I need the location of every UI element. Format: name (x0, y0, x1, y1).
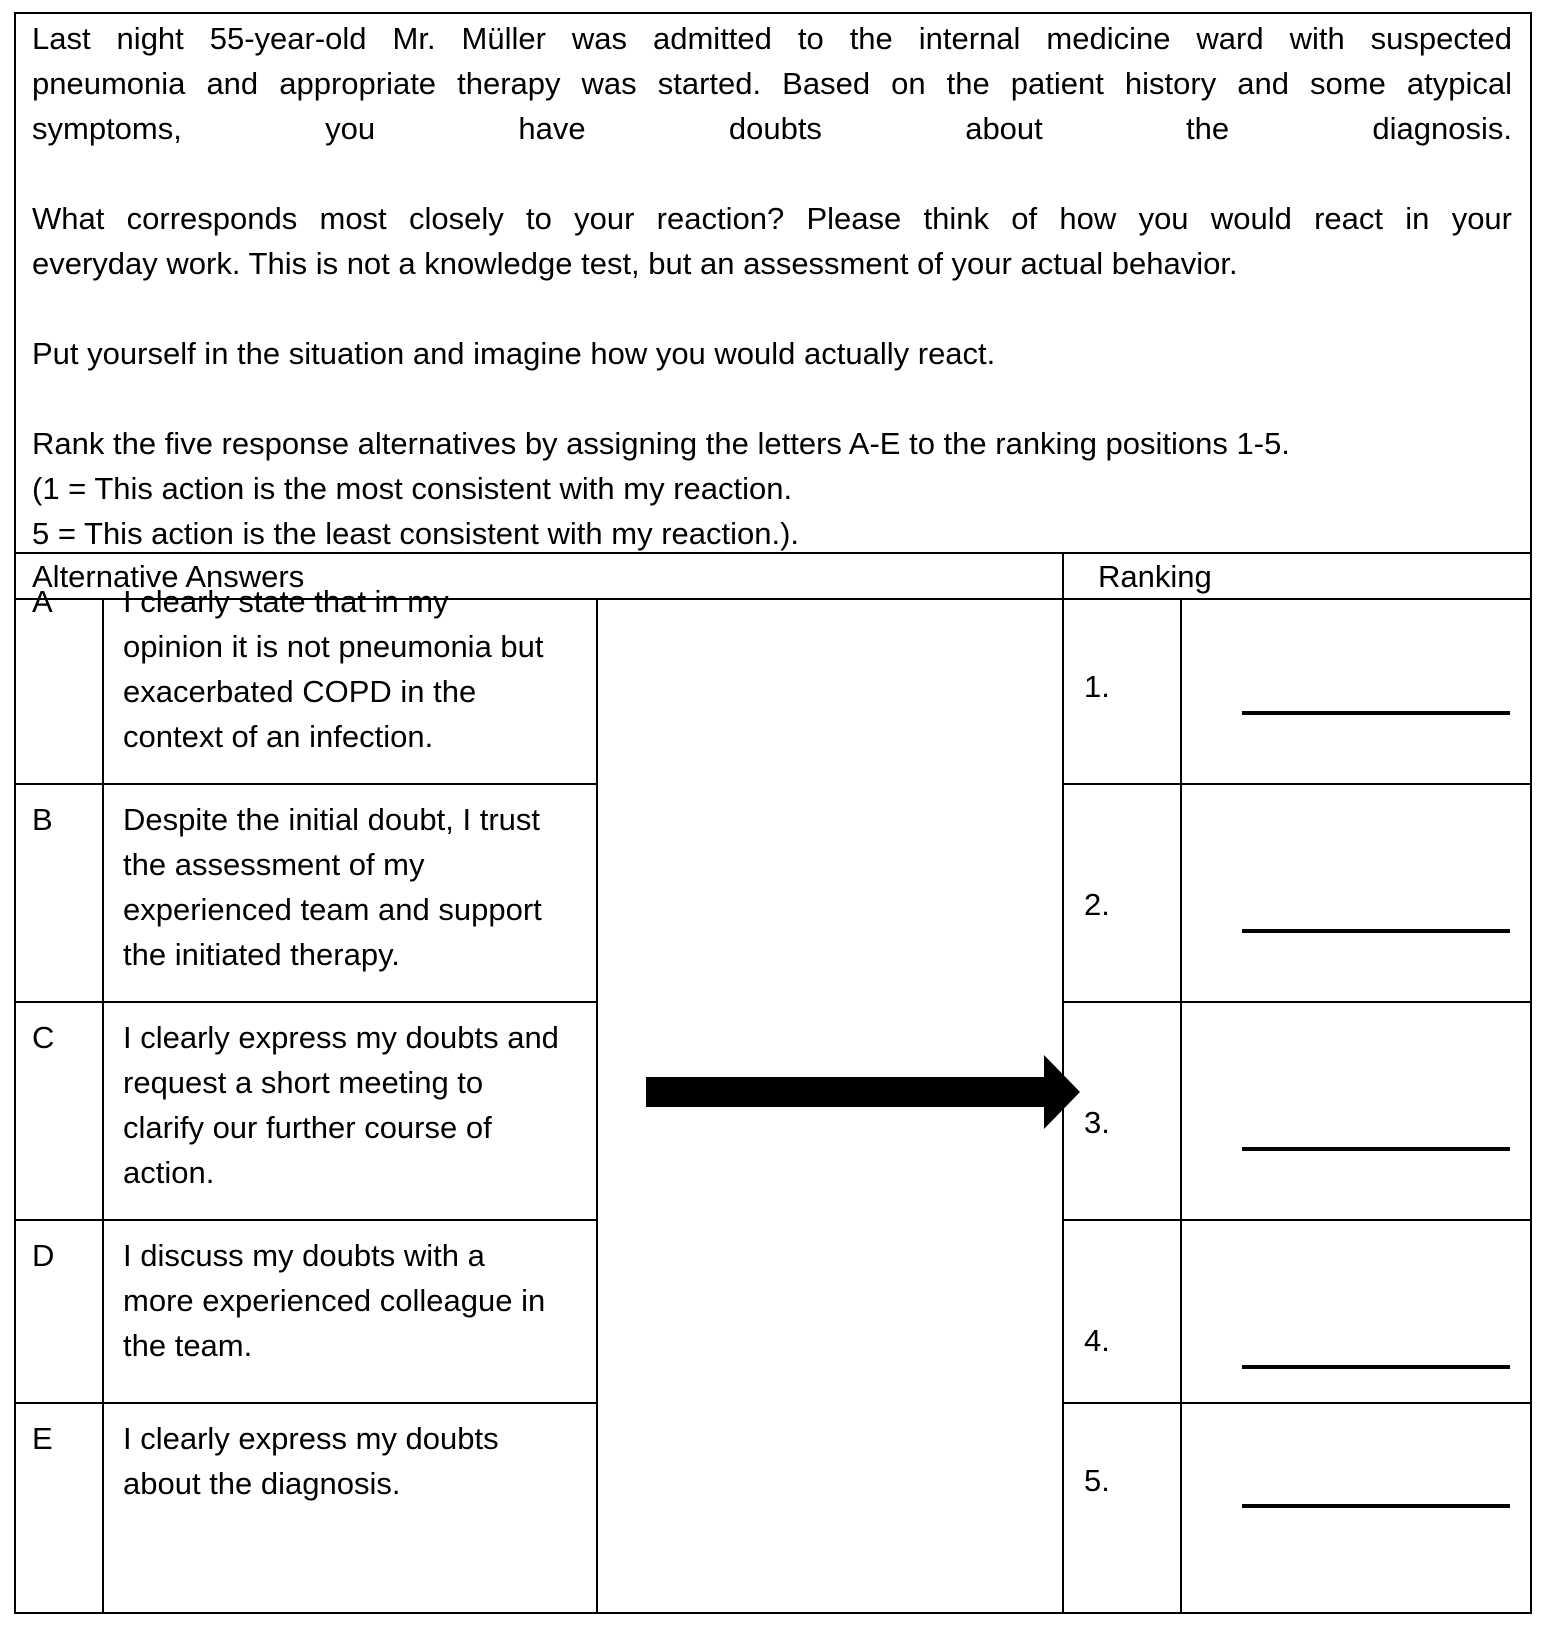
divider (16, 1219, 598, 1221)
question-paragraph (32, 196, 1512, 286)
header-ranking: Ranking (1098, 559, 1212, 594)
imagine-text: Put yourself in the situation and imagine how you would actually react. (32, 336, 996, 371)
divider (16, 1402, 598, 1404)
rank-answer-blank-5[interactable] (1242, 1504, 1510, 1508)
answer-letter-b: B (32, 802, 53, 837)
answer-letter-c: C (32, 1020, 55, 1055)
answer-text-d (123, 1233, 603, 1368)
answer-letter-d: D (32, 1238, 55, 1273)
divider (102, 600, 104, 1614)
questionnaire-page (14, 12, 1532, 1614)
rank-legend-least: 5 = This action is the least consistent with my reaction.). (32, 516, 800, 551)
divider (1062, 1219, 1530, 1221)
answer-letter-a: A (32, 584, 53, 619)
divider (16, 1001, 598, 1003)
question-line: everyday work. This is not a knowledge test, but an assessment of your actual behavior. (32, 246, 1238, 281)
scenario-line: Last night 55-year-old Mr. Müller was admitted to the internal medicine ward with suspected (32, 21, 1512, 56)
answer-text-b (123, 797, 603, 977)
answer-letter-e: E (32, 1421, 53, 1456)
divider (1062, 1001, 1530, 1003)
divider (1062, 783, 1530, 785)
answer-line: context of an infection. (123, 719, 434, 754)
rank-legend-most: (1 = This action is the most consistent with my reaction. (32, 471, 793, 506)
scenario-paragraph (32, 16, 1512, 151)
answer-text-c (123, 1015, 603, 1195)
divider (1062, 1402, 1530, 1404)
ranking-instructions (32, 421, 1512, 556)
rank-answer-blank-4[interactable] (1242, 1365, 1510, 1369)
divider (1180, 600, 1182, 1614)
answer-line: the initiated therapy. (123, 937, 400, 972)
right-arrow-icon (646, 1055, 1080, 1129)
answer-text-e (123, 1416, 603, 1506)
answer-line: opinion it is not pneumonia but (123, 629, 544, 664)
answer-line: I clearly state that in my (123, 584, 449, 619)
scenario-line: symptoms, you have doubts about the diagnosis. (32, 111, 1512, 146)
answer-line: I clearly express my doubts (123, 1421, 499, 1456)
header-alternative-answers: Alternative Answers (32, 559, 305, 594)
answer-line: the assessment of my (123, 847, 425, 882)
answer-line: exacerbated COPD in the (123, 674, 477, 709)
rank-number-3: 3. (1084, 1105, 1110, 1140)
answer-line: I clearly express my doubts and (123, 1020, 559, 1055)
answer-line: about the diagnosis. (123, 1466, 401, 1501)
rank-number-2: 2. (1084, 887, 1110, 922)
answer-line: more experienced colleague in (123, 1283, 546, 1318)
answer-line: clarify our further course of (123, 1110, 492, 1145)
answer-line: the team. (123, 1328, 253, 1363)
rank-instruction: Rank the five response alternatives by assigning the letters A-E to the ranking positions 1-5. (32, 426, 1290, 461)
imagine-paragraph (32, 331, 1512, 376)
question-line: What corresponds most closely to your reaction? Please think of how you would react in your (32, 201, 1512, 236)
rank-answer-blank-3[interactable] (1242, 1147, 1510, 1151)
rank-number-1: 1. (1084, 669, 1110, 704)
answer-line: action. (123, 1155, 215, 1190)
rank-answer-blank-1[interactable] (1242, 711, 1510, 715)
divider (16, 783, 598, 785)
rank-answer-blank-2[interactable] (1242, 929, 1510, 933)
answer-line: request a short meeting to (123, 1065, 484, 1100)
answer-line: I discuss my doubts with a (123, 1238, 485, 1273)
scenario-line: pneumonia and appropriate therapy was started. Based on the patient history and some atypical (32, 66, 1512, 101)
answer-line: Despite the initial doubt, I trust (123, 802, 541, 837)
answer-text-a (123, 579, 603, 759)
rank-number-4: 4. (1084, 1323, 1110, 1358)
answer-line: experienced team and support (123, 892, 542, 927)
rank-number-5: 5. (1084, 1463, 1110, 1498)
scenario-instructions (16, 14, 1530, 554)
